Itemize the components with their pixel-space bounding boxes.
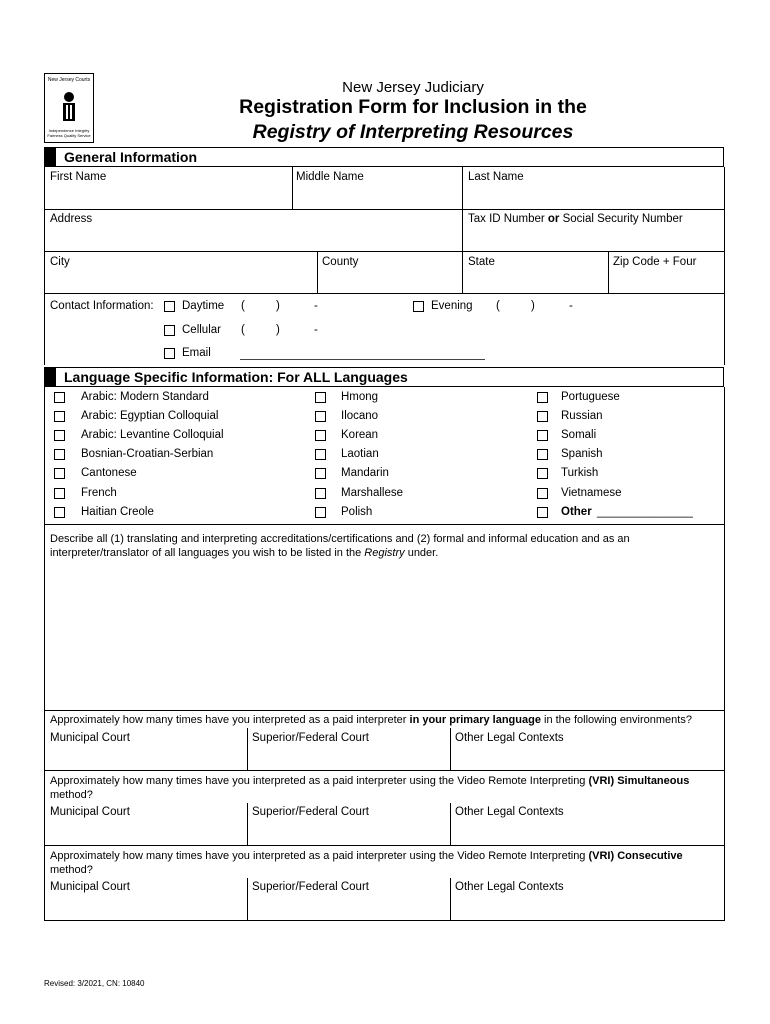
describe-instructions-line1: Describe all (1) translating and interpreting accreditations/certifications and (2) formal and informal education and as an	[50, 533, 630, 545]
address-field[interactable]	[45, 226, 461, 250]
language-checkbox[interactable]	[315, 488, 326, 499]
q3-municipal-label: Municipal Court	[50, 881, 130, 893]
describe-left-border	[44, 524, 45, 710]
q3-text	[50, 850, 683, 862]
divider	[450, 728, 451, 770]
language-label: Arabic: Modern Standard	[81, 391, 209, 403]
divider	[44, 770, 724, 771]
language-checkbox[interactable]	[54, 430, 65, 441]
evening-dash: -	[569, 300, 573, 312]
divider	[44, 845, 724, 846]
email-label: Email	[182, 347, 211, 359]
first-name-label: First Name	[50, 171, 107, 183]
divider	[44, 710, 45, 770]
q2-superior-label: Superior/Federal Court	[252, 806, 369, 818]
language-checkbox[interactable]	[537, 392, 548, 403]
city-field[interactable]	[45, 268, 316, 292]
county-label: County	[322, 256, 359, 268]
q2-other-label: Other Legal Contexts	[455, 806, 564, 818]
language-label: Mandarin	[341, 467, 389, 479]
other-language-checkbox[interactable]	[537, 507, 548, 518]
q1-pre: Approximately how many times have you interpreted as a paid interpreter	[50, 714, 410, 726]
describe-textarea[interactable]	[46, 563, 722, 707]
language-label: Korean	[341, 429, 379, 441]
q3-municipal-field[interactable]	[46, 895, 246, 918]
contact-info-label: Contact Information:	[50, 300, 154, 312]
language-label: Hmong	[341, 391, 379, 403]
language-label: Cantonese	[81, 467, 137, 479]
q1-municipal-label: Municipal Court	[50, 732, 130, 744]
tax-id-label-post: Social Security Number	[559, 213, 683, 225]
address-label: Address	[50, 213, 93, 225]
language-checkbox[interactable]	[54, 507, 65, 518]
city-label: City	[50, 256, 70, 268]
q1-superior-field[interactable]	[249, 746, 449, 768]
q1-other-label: Other Legal Contexts	[455, 732, 564, 744]
zip-field[interactable]	[609, 268, 723, 292]
divider	[44, 251, 724, 252]
q2-text-line2: method?	[50, 789, 93, 801]
tax-id-label-pre: Tax ID Number	[468, 213, 548, 225]
state-field[interactable]	[463, 268, 607, 292]
q2-superior-field[interactable]	[249, 820, 449, 843]
language-info-heading	[44, 367, 724, 387]
language-checkbox[interactable]	[315, 392, 326, 403]
divider	[44, 710, 724, 711]
cellular-paren-open: (	[241, 324, 245, 336]
divider	[450, 878, 451, 920]
language-left-border	[44, 387, 45, 524]
describe-line2-pre: interpreter/translator of all languages you wish to be listed in the	[50, 547, 365, 559]
tax-id-label	[468, 213, 683, 225]
state-label: State	[468, 256, 495, 268]
describe-instructions-line2	[50, 547, 438, 559]
language-checkbox[interactable]	[54, 488, 65, 499]
last-name-field[interactable]	[463, 183, 723, 208]
evening-label: Evening	[431, 300, 473, 312]
revision-footer: Revised: 3/2021, CN: 10840	[44, 979, 145, 988]
q2-municipal-label: Municipal Court	[50, 806, 130, 818]
q1-other-field[interactable]	[452, 746, 722, 768]
language-right-border	[724, 387, 725, 524]
divider	[44, 770, 45, 845]
q1-text	[50, 714, 692, 726]
describe-right-border	[724, 524, 725, 710]
q2-text	[50, 775, 689, 787]
daytime-paren-open: (	[241, 300, 245, 312]
tax-id-label-or: or	[547, 213, 560, 225]
q1-municipal-field[interactable]	[46, 746, 246, 768]
zip-label: Zip Code + Four	[613, 256, 697, 268]
divider	[44, 209, 724, 210]
seal-text-top: New Jersey Courts	[47, 77, 91, 83]
q2-pre: Approximately how many times have you interpreted as a paid interpreter using the Video Remote Interpreting	[50, 775, 589, 787]
q2-other-field[interactable]	[452, 820, 722, 843]
divider	[44, 920, 725, 921]
q3-superior-field[interactable]	[249, 895, 449, 918]
evening-phone-field[interactable]	[500, 298, 630, 314]
q2-municipal-field[interactable]	[46, 820, 246, 843]
language-label: Marshallese	[341, 487, 403, 499]
tax-id-field[interactable]	[463, 226, 723, 250]
language-checkbox[interactable]	[54, 468, 65, 479]
email-field[interactable]	[240, 359, 485, 360]
language-checkbox[interactable]	[315, 507, 326, 518]
language-label: Arabic: Egyptian Colloquial	[81, 410, 219, 422]
language-checkbox[interactable]	[537, 468, 548, 479]
first-name-field[interactable]	[45, 183, 291, 208]
form-title-line2: Registry of Interpreting Resources	[252, 121, 574, 143]
q3-text-line2: method?	[50, 864, 93, 876]
divider	[247, 878, 248, 920]
middle-name-field[interactable]	[293, 183, 461, 208]
language-label: Ilocano	[341, 410, 379, 422]
general-right-border	[724, 167, 725, 365]
divider	[247, 728, 248, 770]
language-label: Turkish	[561, 467, 599, 479]
form-title-line1: Registration Form for Inclusion in the	[239, 96, 587, 118]
language-checkbox[interactable]	[315, 411, 326, 422]
daytime-dash: -	[314, 300, 318, 312]
org-name: New Jersey Judiciary	[342, 79, 484, 96]
language-label: Haitian Creole	[81, 506, 154, 518]
language-checkbox[interactable]	[54, 392, 65, 403]
divider	[44, 524, 724, 525]
language-label: Bosnian-Croatian-Serbian	[81, 448, 214, 460]
other-language-label: Other	[561, 506, 592, 518]
q3-other-label: Other Legal Contexts	[455, 881, 564, 893]
divider	[44, 293, 724, 294]
describe-line2-post: under.	[404, 547, 439, 559]
daytime-label: Daytime	[182, 300, 225, 312]
language-checkbox[interactable]	[537, 488, 548, 499]
language-label: Laotian	[341, 448, 379, 460]
language-checkbox[interactable]	[315, 468, 326, 479]
language-checkbox[interactable]	[537, 449, 548, 460]
email-checkbox[interactable]	[164, 348, 175, 359]
other-language-field[interactable]: _______________	[597, 506, 693, 518]
middle-name-label: Middle Name	[296, 171, 364, 183]
evening-paren-close: )	[531, 300, 535, 312]
evening-paren-open: (	[496, 300, 500, 312]
divider	[724, 770, 725, 845]
divider	[450, 803, 451, 845]
seal-text-bottom: Independence Integrity Fairness Quality Service	[47, 128, 91, 138]
q1-bold: in your primary language	[409, 714, 541, 726]
q3-pre: Approximately how many times have you interpreted as a paid interpreter using the Video Remote Interpreting	[50, 850, 589, 862]
q1-post: in the following environments?	[540, 714, 692, 726]
daytime-checkbox[interactable]	[164, 301, 175, 312]
daytime-paren-close: )	[276, 300, 280, 312]
language-label: Russian	[561, 410, 603, 422]
language-label: Arabic: Levantine Colloquial	[81, 429, 224, 441]
general-info-heading	[44, 147, 724, 167]
cellular-label: Cellular	[182, 324, 221, 336]
language-label: Vietnamese	[561, 487, 622, 499]
language-label: French	[81, 487, 117, 499]
language-checkbox[interactable]	[537, 430, 548, 441]
language-info-heading-text: Language Specific Information: For ALL Languages	[64, 369, 408, 385]
q3-superior-label: Superior/Federal Court	[252, 881, 369, 893]
language-checkbox[interactable]	[537, 411, 548, 422]
cellular-checkbox[interactable]	[164, 325, 175, 336]
q2-bold: (VRI) Simultaneous	[588, 775, 690, 787]
daytime-phone-field[interactable]	[246, 298, 376, 314]
divider	[724, 710, 725, 770]
language-label: Portuguese	[561, 391, 620, 403]
last-name-label: Last Name	[468, 171, 524, 183]
q1-superior-label: Superior/Federal Court	[252, 732, 369, 744]
language-label: Somali	[561, 429, 597, 441]
divider	[247, 803, 248, 845]
evening-checkbox[interactable]	[413, 301, 424, 312]
q3-other-field[interactable]	[452, 895, 722, 918]
cellular-paren-close: )	[276, 324, 280, 336]
language-checkbox[interactable]	[315, 449, 326, 460]
language-checkbox[interactable]	[315, 430, 326, 441]
cellular-dash: -	[314, 324, 318, 336]
language-checkbox[interactable]	[54, 449, 65, 460]
language-label: Spanish	[561, 448, 603, 460]
language-checkbox[interactable]	[54, 411, 65, 422]
q3-bold: (VRI) Consecutive	[588, 850, 683, 862]
language-label: Polish	[341, 506, 373, 518]
county-field[interactable]	[318, 268, 461, 292]
describe-line2-italic: Registry	[364, 547, 405, 559]
cellular-phone-field[interactable]	[246, 322, 376, 338]
divider	[724, 845, 725, 920]
general-info-heading-text: General Information	[64, 149, 198, 165]
divider	[44, 845, 45, 920]
